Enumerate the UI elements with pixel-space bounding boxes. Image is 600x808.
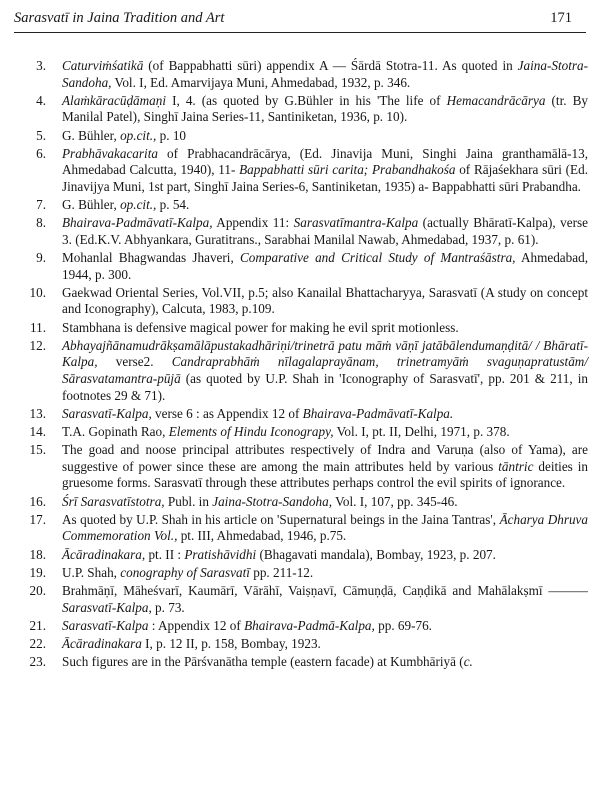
footnote-text xyxy=(62,565,588,582)
italic-text-segment: Bhairava-Padmā-Kalpa, xyxy=(244,617,375,633)
italic-text-segment: Jaina-Stotra-Sandoha, xyxy=(62,58,588,90)
italic-text-segment: op.cit., xyxy=(120,197,157,213)
footnote xyxy=(16,512,588,545)
text-segment: Vol. I, Ed. Amarvijaya Muni, Ahmedabad, 1932, p. 346. xyxy=(111,74,411,90)
footnote xyxy=(16,547,588,564)
italic-text-segment: Sarasvatī-Kalpa, xyxy=(62,405,152,421)
italic-text-segment: conography of Sarasvatī xyxy=(120,564,250,580)
footnote xyxy=(16,285,588,318)
page-number: 171 xyxy=(550,10,572,26)
footnote xyxy=(16,654,588,671)
footnote-text xyxy=(62,442,588,492)
text-segment: U.P. Shah, xyxy=(62,564,121,580)
footnote xyxy=(16,128,588,145)
italic-text-segment: Sarasvatī-Kalpa, xyxy=(62,599,152,615)
italic-text-segment: Ācāradinakara xyxy=(62,635,142,651)
text-segment: Stambhana is defensive magical power for making he evil sprit motionless. xyxy=(62,319,459,335)
text-segment: As quoted by U.P. Shah in his article on 'Supernatural beings in the Jaina Tantras', xyxy=(62,511,500,527)
italic-text-segment: op.cit., xyxy=(120,127,157,143)
footnote-number: 10. xyxy=(29,284,46,300)
italic-text-segment: Ācharya Dhruva Commemoration Vol., xyxy=(62,511,588,544)
italic-text-segment: Abhayajñānamudrākṣamālāpustakadhāriṇi/trinetrā patu māṁ vāṇī jatābālendumaṇḍitā/ / Bhāratī-Kalpa, xyxy=(62,337,588,370)
text-segment: T.A. Gopinath Rao, xyxy=(62,424,169,439)
text-segment: Mohanlal Bhagwandas Jhaveri, xyxy=(62,250,240,266)
italic-text-segment: Candraprabhāṁ nīlagalaprayānam, trinetramyāṁ svaguṇapratustām/ Sārasvatamantra-pūjā xyxy=(62,354,588,387)
italic-text-segment: Ācāradinakara, xyxy=(62,546,146,562)
footnote xyxy=(16,320,588,337)
footnote xyxy=(16,197,588,214)
footnote-number: 22. xyxy=(29,635,46,651)
footnote-text xyxy=(62,547,588,564)
text-segment: (Bhagavati mandala), Bombay, 1923, p. 207. xyxy=(256,546,496,562)
text-segment: verse 6 : as Appendix 12 of xyxy=(151,405,303,421)
footnote-text xyxy=(62,250,588,283)
footnote-number: 14. xyxy=(29,424,46,439)
footnote-text xyxy=(62,215,588,248)
footnote xyxy=(16,146,588,196)
text-segment: pt. II : xyxy=(145,546,185,562)
footnote xyxy=(16,58,588,91)
footnote xyxy=(16,215,588,248)
text-segment: deities in gruesome forms. Sarasvatī through these attributes perhaps control the evil spirits of ignorance. xyxy=(62,458,588,491)
text-segment: I, 4. (as quoted by G.Bühler in his 'The life of xyxy=(166,92,447,108)
footnote-number: 11. xyxy=(30,319,46,335)
footnote xyxy=(16,636,588,653)
text-segment: of Rājaśekhara sūri (Ed. Jinavijya Muni, 1st part, Singhī Jaina Series-6, Santiniketan, 1935) a- Bappabhatti sūri Prabandha. xyxy=(62,162,588,194)
italic-text-segment: c. xyxy=(463,654,473,670)
text-segment: p. 10 xyxy=(156,127,187,143)
italic-text-segment: Jaina-Stotra-Sandoha, xyxy=(212,493,333,509)
footnote xyxy=(16,250,588,283)
footnote-number: 7. xyxy=(36,197,46,213)
italic-text-segment: Prabhāvakacarita xyxy=(62,145,158,161)
italic-text-segment: Caturviṁśatikā xyxy=(62,58,144,73)
footnote-number: 12. xyxy=(29,337,46,353)
text-segment: G. Bühler, xyxy=(62,197,121,213)
footnote xyxy=(16,494,588,511)
text-segment: I, p. 12 II, p. 158, Bombay, 1923. xyxy=(141,635,321,651)
footnote-text xyxy=(62,424,588,441)
italic-text-segment: Hemacandrācārya xyxy=(446,92,546,108)
text-segment: (tr. By Manilal Patel), Singhī Jaina Series-11, Santiniketan, 1936, p. 10). xyxy=(62,92,588,125)
footnote-number: 23. xyxy=(29,654,46,670)
footnote-text xyxy=(62,636,588,653)
footnote-text xyxy=(62,338,588,404)
footnote xyxy=(16,442,588,492)
footnote-number: 16. xyxy=(29,493,46,509)
text-segment: Vol. I, pt. II, Delhi, 1971, p. 378. xyxy=(333,424,510,439)
italic-text-segment: Śrī Sarasvatīstotra, xyxy=(62,493,165,509)
footnote-number: 20. xyxy=(29,582,46,598)
italic-text-segment: Elements of Hindu Iconograpy, xyxy=(168,424,334,439)
footnote-number: 9. xyxy=(36,250,46,266)
text-segment: Such figures are in the Pārśvanātha temple (eastern facade) at Kumbhāriyā ( xyxy=(62,654,464,670)
text-segment: Appendix 11: xyxy=(212,215,294,231)
footnote-number: 4. xyxy=(36,92,46,108)
footnote-text xyxy=(62,618,588,635)
text-segment: (as quoted by U.P. Shah in 'Iconography of Sarasvatī', pp. 201 & 211, in footnotes 29 & 71). xyxy=(62,371,588,403)
footnote-number: 18. xyxy=(29,546,46,562)
text-segment: of Prabhacandrācārya, (Ed. Jinavija Muni, Singhi Jaina granthamālā-13, Ahmedabad Calcutta, 1940), 11- xyxy=(62,145,588,178)
footnote-number: 19. xyxy=(29,564,46,580)
footnote-text xyxy=(62,654,588,671)
footnote-text xyxy=(62,128,588,145)
italic-text-segment: Sarasvatīmantra-Kalpa xyxy=(293,215,419,231)
footnote xyxy=(16,424,588,441)
text-segment: Brahmāṇī, Māheśvarī, Kaumārī, Vārāhī, Vaiṣṇavī, Cāmuṇḍā, Caṇḍikā and Mahālakṣmī ——— xyxy=(62,582,588,598)
footnotes-list xyxy=(16,58,588,672)
text-segment: p. 73. xyxy=(151,599,185,615)
text-segment: (of Bappabhatti sūri) appendix A — Śārdā Stotra-11. As quoted in xyxy=(143,58,518,73)
footnote-text xyxy=(62,285,588,318)
footnote-number: 17. xyxy=(29,511,46,527)
footnote-number: 3. xyxy=(36,58,46,73)
text-segment: p. 54. xyxy=(156,197,190,213)
text-segment: verse2. xyxy=(97,354,172,370)
running-title: Sarasvatī in Jaina Tradition and Art xyxy=(14,10,225,26)
footnote-number: 5. xyxy=(36,127,46,143)
italic-text-segment: Sarasvatī-Kalpa xyxy=(62,617,149,633)
text-segment: Gaekwad Oriental Series, Vol.VII, p.5; also Kanailal Bhattacharyya, Sarasvatī (A study on concept and Iconography), Calcuta, 1983, p.109. xyxy=(62,284,588,317)
text-segment: Vol. I, 107, pp. 345-46. xyxy=(332,493,458,509)
italic-text-segment: Bhairava-Padmāvatī-Kalpa, xyxy=(62,215,213,231)
text-segment: The goad and noose principal attributes respectively of Indra and Varuṇa (also of Yama), are suggestive of power since these are among the main attributes held by various xyxy=(62,442,588,474)
footnote xyxy=(16,406,588,423)
footnote xyxy=(16,583,588,616)
footnote-text xyxy=(62,197,588,214)
italic-text-segment: tāntric xyxy=(498,458,534,474)
footnote-text xyxy=(62,494,588,511)
italic-text-segment: Comparative and Critical Study of Mantraśāstra, xyxy=(240,250,516,266)
footnote-text xyxy=(62,320,588,337)
text-segment: (actually Bhāratī-Kalpa), verse 3. (Ed.K.V. Abhyankara, Guratitrans., Sarabhai Manilal Nawab, Ahmedabad, 1937, p. 61). xyxy=(62,215,588,247)
footnote xyxy=(16,338,588,404)
italic-text-segment: Pratishāvidhi xyxy=(184,546,257,562)
italic-text-segment: Bhairava-Padmāvatī-Kalpa. xyxy=(302,405,454,421)
italic-text-segment: Alaṁkāracūḍāmaṇi xyxy=(62,92,167,108)
footnote xyxy=(16,618,588,635)
text-segment: : Appendix 12 of xyxy=(148,617,245,633)
text-segment: pp. 69-76. xyxy=(374,617,432,633)
text-segment: pp. 211-12. xyxy=(249,564,314,580)
italic-text-segment: Bappabhatti sūri carita; Prabandhakośa xyxy=(239,162,456,178)
footnote-text xyxy=(62,512,588,545)
footnote xyxy=(16,565,588,582)
text-segment: pt. III, Ahmedabad, 1946, p.75. xyxy=(177,528,347,544)
footnote xyxy=(16,93,588,126)
text-segment: Publ. in xyxy=(164,493,213,509)
footnote-number: 21. xyxy=(29,617,46,633)
footnote-number: 6. xyxy=(36,145,46,161)
text-segment: G. Bühler, xyxy=(62,127,121,143)
footnote-number: 8. xyxy=(36,215,46,231)
footnote-text xyxy=(62,406,588,423)
footnote-number: 13. xyxy=(29,405,46,421)
footnote-text xyxy=(62,93,588,126)
footnote-text xyxy=(62,58,588,91)
footnote-text xyxy=(62,146,588,196)
text-segment: Ahmedabad, 1944, p. 300. xyxy=(62,250,588,282)
footnote-number: 15. xyxy=(29,442,46,458)
footnote-text xyxy=(62,583,588,616)
running-header xyxy=(14,6,586,33)
